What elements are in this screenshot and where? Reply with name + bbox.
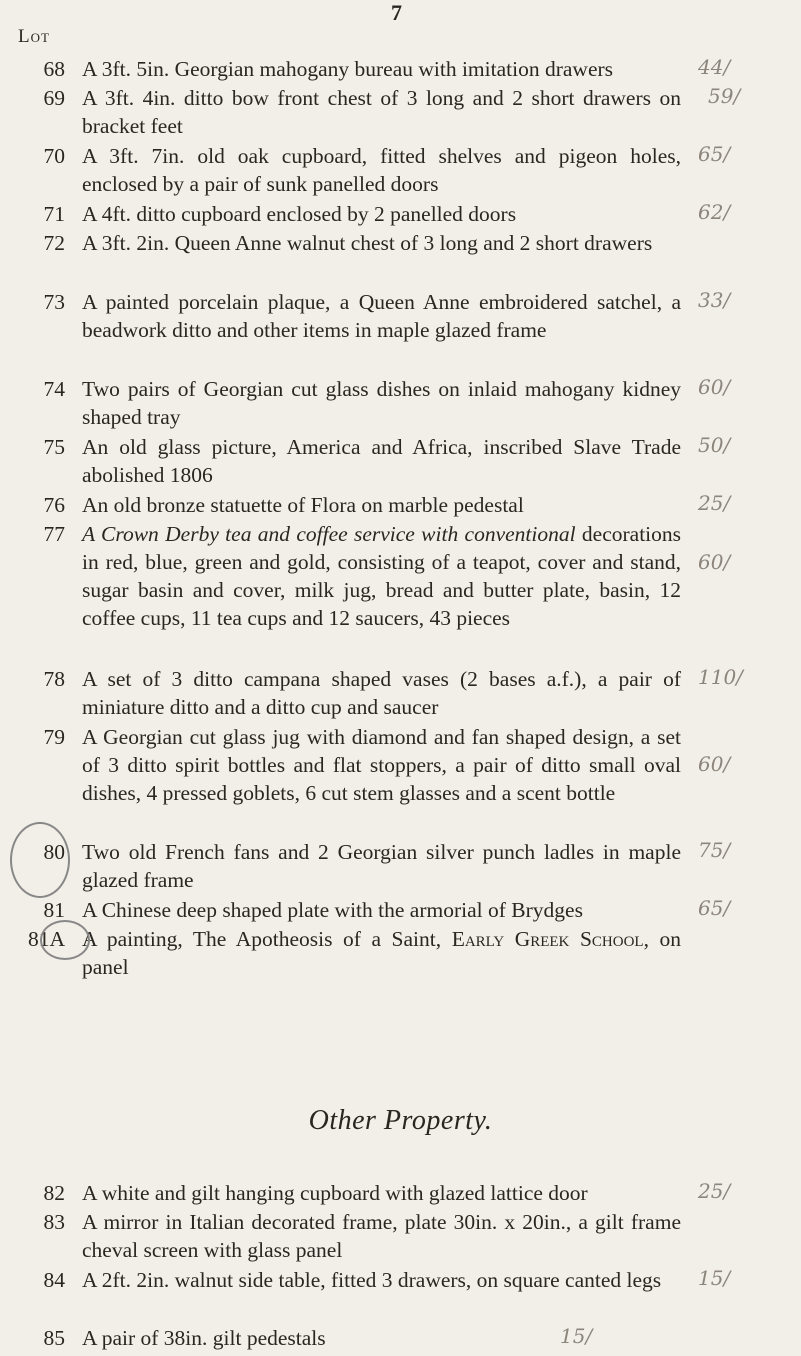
lot-description: A mirror in Italian decorated frame, plate 30in. x 20in., a gilt frame cheval screen with glass panel [82, 1210, 681, 1262]
handwritten-note: 44/ [698, 55, 731, 79]
lot-description: A set of 3 ditto campana shaped vases (2 bases a.f.), a pair of miniature ditto and a ditto cup and saucer [82, 667, 681, 719]
lot-number: 84 [43, 1268, 65, 1292]
lot-number: 76 [43, 493, 65, 517]
lot-number: 73 [43, 290, 65, 314]
lot-column-header: Lot [18, 26, 50, 47]
lot-description: A 3ft. 7in. old oak cupboard, fitted shelves and pigeon holes, enclosed by a pair of sunk panelled doors [82, 144, 681, 196]
lot-description: A Georgian cut glass jug with diamond and fan shaped design, a set of 3 ditto spirit bottles and flat stoppers, a pair of ditto small oval dishes, 4 pressed goblets, 6 cut stem glasses and a scent bottle [82, 725, 681, 805]
lot-number: 74 [43, 377, 65, 401]
lot-81a [20, 925, 681, 981]
handwritten-note: 15/ [560, 1324, 593, 1348]
lot-number: 78 [43, 667, 65, 691]
lot-84 [20, 1266, 681, 1294]
lot-79 [20, 723, 681, 807]
handwritten-note: 59/ [708, 84, 741, 108]
lot-number: 70 [43, 144, 65, 168]
lot-71 [20, 200, 681, 228]
lot-number: 75 [43, 435, 65, 459]
handwritten-note: 15/ [698, 1266, 731, 1290]
lot-75 [20, 433, 681, 489]
lot-number: 77 [43, 522, 65, 546]
lot-number: 80 [43, 840, 65, 864]
handwritten-note: 60/ [698, 375, 731, 399]
lot-number: 79 [43, 725, 65, 749]
lot-70 [20, 142, 681, 198]
handwritten-note: 110/ [698, 665, 743, 689]
lot-description: A white and gilt hanging cupboard with glazed lattice door [82, 1181, 588, 1205]
lot-description: A painted porcelain plaque, a Queen Anne embroidered satchel, a beadwork ditto and other items in maple glazed frame [82, 290, 681, 342]
lot-83 [20, 1208, 681, 1264]
handwritten-note: 60/ [698, 550, 731, 574]
handwritten-note: 50/ [698, 433, 731, 457]
lot-description: A 3ft. 2in. Queen Anne walnut chest of 3 long and 2 short drawers [82, 231, 653, 255]
handwritten-note: 62/ [698, 200, 731, 224]
lot-description [82, 520, 681, 632]
handwritten-note: 65/ [698, 142, 731, 166]
lot-description [82, 925, 681, 981]
lot-description: Two old French fans and 2 Georgian silver punch ladles in maple glazed frame [82, 840, 681, 892]
lot-description: An old bronze statuette of Flora on marble pedestal [82, 493, 524, 517]
lot-description-suffix: on panel [82, 927, 682, 979]
lot-74 [20, 375, 681, 431]
handwritten-note: 75/ [698, 838, 731, 862]
lot-number: 68 [43, 57, 65, 81]
lot-69 [20, 84, 681, 140]
lot-73 [20, 288, 681, 344]
handwritten-note: 25/ [698, 491, 731, 515]
handwritten-note: 25/ [698, 1179, 731, 1203]
lot-72 [20, 229, 681, 257]
lot-number: 83 [43, 1210, 65, 1234]
lot-78 [20, 665, 681, 721]
margin-circle-mark [10, 822, 70, 898]
lot-number: 82 [43, 1181, 65, 1205]
lot-description-rest: decorations in red, blue, green and gold, consisting of a teapot, cover and stand, sugar basin and cover, milk jug, bread and butter plate, basin, 12 coffee cups, 11 tea cups and 12 saucers, 43 pieces [82, 522, 682, 630]
lot-description-prefix: A painting, The Apotheosis of a Saint, [82, 927, 442, 951]
lot-description: A pair of 38in. gilt pedestals [82, 1326, 326, 1350]
lot-number: 71 [43, 202, 65, 226]
handwritten-note: 33/ [698, 288, 731, 312]
lot-76 [20, 491, 681, 519]
handwritten-note: 60/ [698, 752, 731, 776]
lot-description: Two pairs of Georgian cut glass dishes on inlaid mahogany kidney shaped tray [82, 377, 681, 429]
lot-number: 85 [43, 1326, 65, 1350]
page-number: 7 [391, 0, 402, 25]
handwritten-note: 65/ [698, 896, 731, 920]
lot-number: 81 [43, 898, 65, 922]
lot-description: A 2ft. 2in. walnut side table, fitted 3 drawers, on square canted legs [82, 1268, 662, 1292]
lot-description: A Chinese deep shaped plate with the armorial of Brydges [82, 898, 583, 922]
lot-number: 72 [43, 231, 65, 255]
lot-number: 81A [27, 927, 65, 951]
lot-82 [20, 1179, 681, 1207]
lot-description: A 3ft. 4in. ditto bow front chest of 3 long and 2 short drawers on bracket feet [82, 86, 681, 138]
lot-77 [20, 520, 681, 632]
lot-description: A 3ft. 5in. Georgian mahogany bureau with imitation drawers [82, 57, 614, 81]
margin-circle-mark [40, 920, 90, 960]
lot-number: 69 [43, 86, 65, 110]
section-title: Other Property. [308, 1105, 493, 1136]
lot-description-italic: A Crown Derby tea and coffee service with conventional [82, 522, 576, 546]
lot-description: An old glass picture, America and Africa, inscribed Slave Trade abolished 1806 [82, 435, 681, 487]
lot-description-school: Early Greek School, [451, 927, 649, 951]
lot-81 [20, 896, 681, 924]
lot-description: A 4ft. ditto cupboard enclosed by 2 panelled doors [82, 202, 517, 226]
lot-68 [20, 55, 681, 83]
lot-80 [20, 838, 681, 894]
